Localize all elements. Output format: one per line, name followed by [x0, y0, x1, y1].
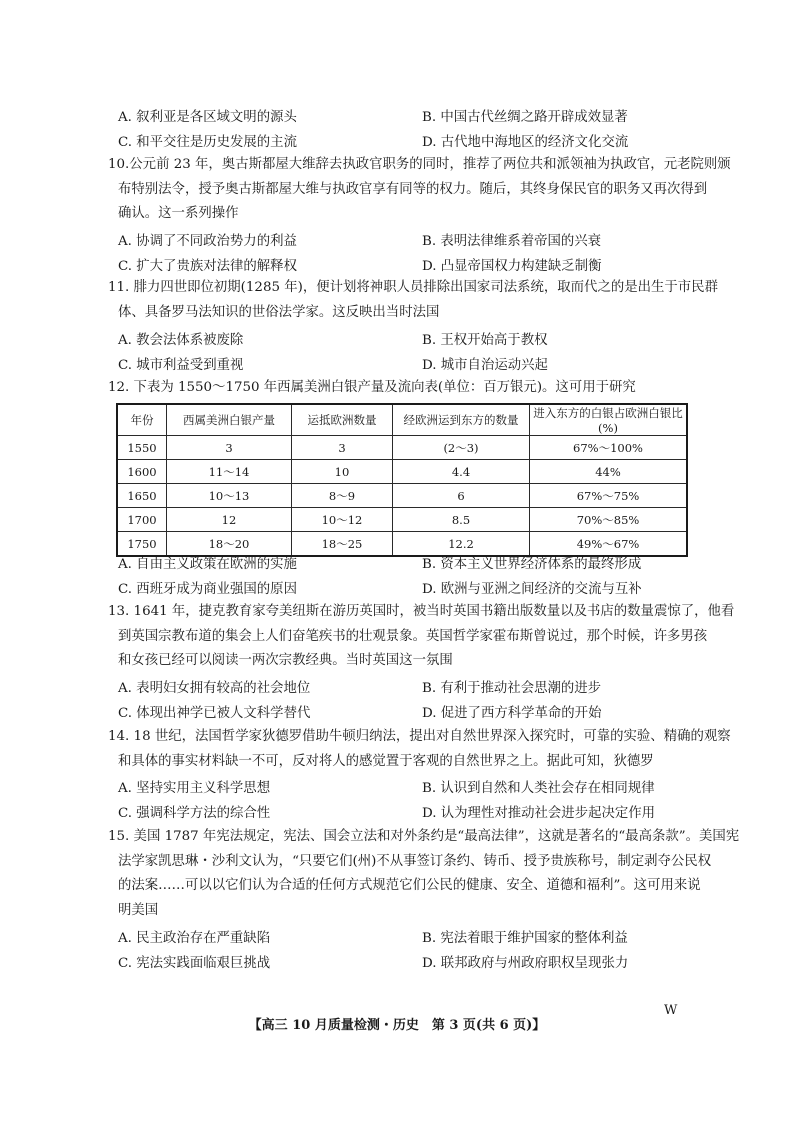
q13-stem-line: 到英国宗教布道的集会上人们奋笔疾书的壮观景象。英国哲学家霍布斯曾说过，那个时候，许多男孩 [118, 628, 708, 644]
q10-option-c: C. 扩大了贵族对法律的解释权 [118, 259, 297, 274]
q11-stem-line: 11. 腓力四世即位初期(1285 年)，便计划将神职人员排除出国家司法系统，取而代之的是出生于市民群 [108, 280, 718, 295]
q15-stem-line: 的法案……可以以它们认为合适的任何方式规范它们公民的健康、安全、道德和福利”。这可用来说 [118, 878, 701, 893]
table-cell: 67%～75% [530, 484, 688, 508]
q15-option-a: A. 民主政治存在严重缺陷 [118, 931, 271, 946]
q9-option-a: A. 叙利亚是各区域文明的源头 [118, 110, 297, 125]
table-header-row [117, 404, 687, 436]
q14-option-c: C. 强调科学方法的综合性 [118, 806, 271, 821]
q14-option-d: D. 认为理性对推动社会进步起决定作用 [422, 806, 656, 821]
q13-stem [108, 600, 735, 674]
q11-option-a: A. 教会法体系被废除 [118, 333, 244, 348]
table-cell: 44% [530, 460, 688, 484]
q13-stem-line: 13. 1641 年，捷克教育家夸美纽斯在游历英国时，被当时英国书籍出版数量以及书店的数量震惊了，他看 [108, 604, 735, 619]
q10-option-a: A. 协调了不同政治势力的利益 [118, 234, 297, 249]
table-cell: 11～14 [167, 460, 292, 484]
table-cell: 6 [393, 484, 530, 508]
q15-stem-line: 明美国 [118, 902, 159, 918]
table-cell: 18～25 [292, 532, 393, 557]
table-row [117, 436, 687, 460]
table-cell: 4.4 [393, 460, 530, 484]
table-header-cell: 年份 [117, 404, 167, 436]
table-row [117, 460, 687, 484]
q13-option-b: B. 有利于推动社会思潮的进步 [422, 681, 602, 696]
q10-stem [108, 153, 731, 227]
q9-option-c: C. 和平交往是历史发展的主流 [118, 135, 297, 150]
q9-option-b: B. 中国古代丝绸之路开辟成效显著 [422, 110, 628, 125]
q14-option-a: A. 坚持实用主义科学思想 [118, 781, 271, 796]
q13-stem-line: 和女孩已经可以阅读一两次宗教经典。当时英国这一氛围 [118, 653, 453, 668]
table-cell: 67%～100% [530, 436, 688, 460]
q14-option-b: B. 认识到自然和人类社会存在相同规律 [422, 781, 655, 796]
table-cell: 3 [292, 436, 393, 460]
q10-option-d: D. 凸显帝国权力构建缺乏制衡 [422, 259, 602, 274]
q12-option-a: A. 自由主义政策在欧洲的实施 [118, 557, 297, 572]
q11-option-b: B. 王权开始高于教权 [422, 333, 548, 348]
q10-stem-line: 10.公元前 23 年，奥古斯都屋大维辞去执政官职务的同时，推荐了两位共和派领袖为执政官，元老院则颁 [108, 157, 731, 172]
q14-stem-line: 14. 18 世纪，法国哲学家狄德罗借助牛顿归纳法，提出对自然世界深入探究时，可靠的实验、精确的观察 [108, 729, 731, 744]
table-cell: 3 [167, 436, 292, 460]
footer-mark: W [664, 1003, 678, 1018]
q10-stem-line: 确认。这一系列操作 [118, 206, 239, 221]
q11-option-c: C. 城市利益受到重视 [118, 358, 244, 373]
table-cell: 18～20 [167, 532, 292, 557]
q11-stem [108, 276, 718, 325]
table-header-cell: 运抵欧洲数量 [292, 404, 393, 436]
q15-stem [108, 825, 740, 923]
table-row [117, 484, 687, 508]
table-cell: 12 [167, 508, 292, 532]
table-cell: 8～9 [292, 484, 393, 508]
table-row [117, 508, 687, 532]
table-cell: 10～12 [292, 508, 393, 532]
table-cell: 1750 [117, 532, 167, 557]
page-footer: 【高三 10 月质量检测・历史 第 3 页(共 6 页)】 [248, 1018, 546, 1033]
silver-flow-table [116, 403, 688, 557]
q13-option-a: A. 表明妇女拥有较高的社会地位 [118, 681, 311, 696]
q11-option-d: D. 城市自治运动兴起 [422, 358, 548, 373]
q10-stem-line: 布特别法令，授予奥古斯都屋大维与执政官享有同等的权力。随后，其终身保民官的职务又再次得到 [118, 181, 708, 197]
q15-stem-line: 15. 美国 1787 年宪法规定，宪法、国会立法和对外条约是“最高法律”，这就是著名的“最高条款”。美国宪 [108, 829, 740, 844]
q9-option-d: D. 古代地中海地区的经济文化交流 [422, 135, 629, 150]
q14-stem [108, 725, 731, 774]
table-cell: 1700 [117, 508, 167, 532]
table-cell: 1550 [117, 436, 167, 460]
q12-stem-line: 12. 下表为 1550～1750 年西属美洲白银产量及流向表(单位：百万银元)。这可用于研究 [108, 380, 636, 395]
q14-stem-line: 和具体的事实材料缺一不可，反对将人的感觉置于客观的自然世界之上。据此可知，狄德罗 [118, 753, 654, 769]
table-cell: 1600 [117, 460, 167, 484]
table-cell: 10 [292, 460, 393, 484]
q13-option-c: C. 体现出神学已被人文科学替代 [118, 706, 311, 721]
table-cell: 1650 [117, 484, 167, 508]
q12-option-b: B. 资本主义世界经济体系的最终形成 [422, 557, 642, 572]
table-header-cell: 经欧洲运到东方的数量 [393, 404, 530, 436]
table-cell: (2～3) [393, 436, 530, 460]
table-cell: 12.2 [393, 532, 530, 557]
table-cell: 10～13 [167, 484, 292, 508]
q12-option-c: C. 西班牙成为商业强国的原因 [118, 582, 297, 597]
table-header-cell: 西属美洲白银产量 [167, 404, 292, 436]
table-cell: 49%～67% [530, 532, 688, 557]
q15-stem-line: 法学家凯思琳・沙利文认为，“只要它们(州)不从事签订条约、铸币、授予贵族称号，制定剥夺公民权 [118, 853, 712, 869]
q10-option-b: B. 表明法律维系着帝国的兴衰 [422, 234, 602, 249]
table-header-cell: 进入东方的白银占欧洲白银比(%) [530, 404, 688, 436]
q15-option-b: B. 宪法着眼于维护国家的整体利益 [422, 931, 628, 946]
table-cell: 8.5 [393, 508, 530, 532]
q13-option-d: D. 促进了西方科学革命的开始 [422, 706, 602, 721]
q15-option-d: D. 联邦政府与州政府职权呈现张力 [422, 956, 629, 971]
q12-option-d: D. 欧洲与亚洲之间经济的交流与互补 [422, 582, 642, 597]
table-cell: 70%～85% [530, 508, 688, 532]
q15-option-c: C. 宪法实践面临艰巨挑战 [118, 956, 271, 971]
q12-stem [108, 376, 698, 401]
q11-stem-line: 体、具备罗马法知识的世俗法学家。这反映出当时法国 [118, 304, 440, 320]
